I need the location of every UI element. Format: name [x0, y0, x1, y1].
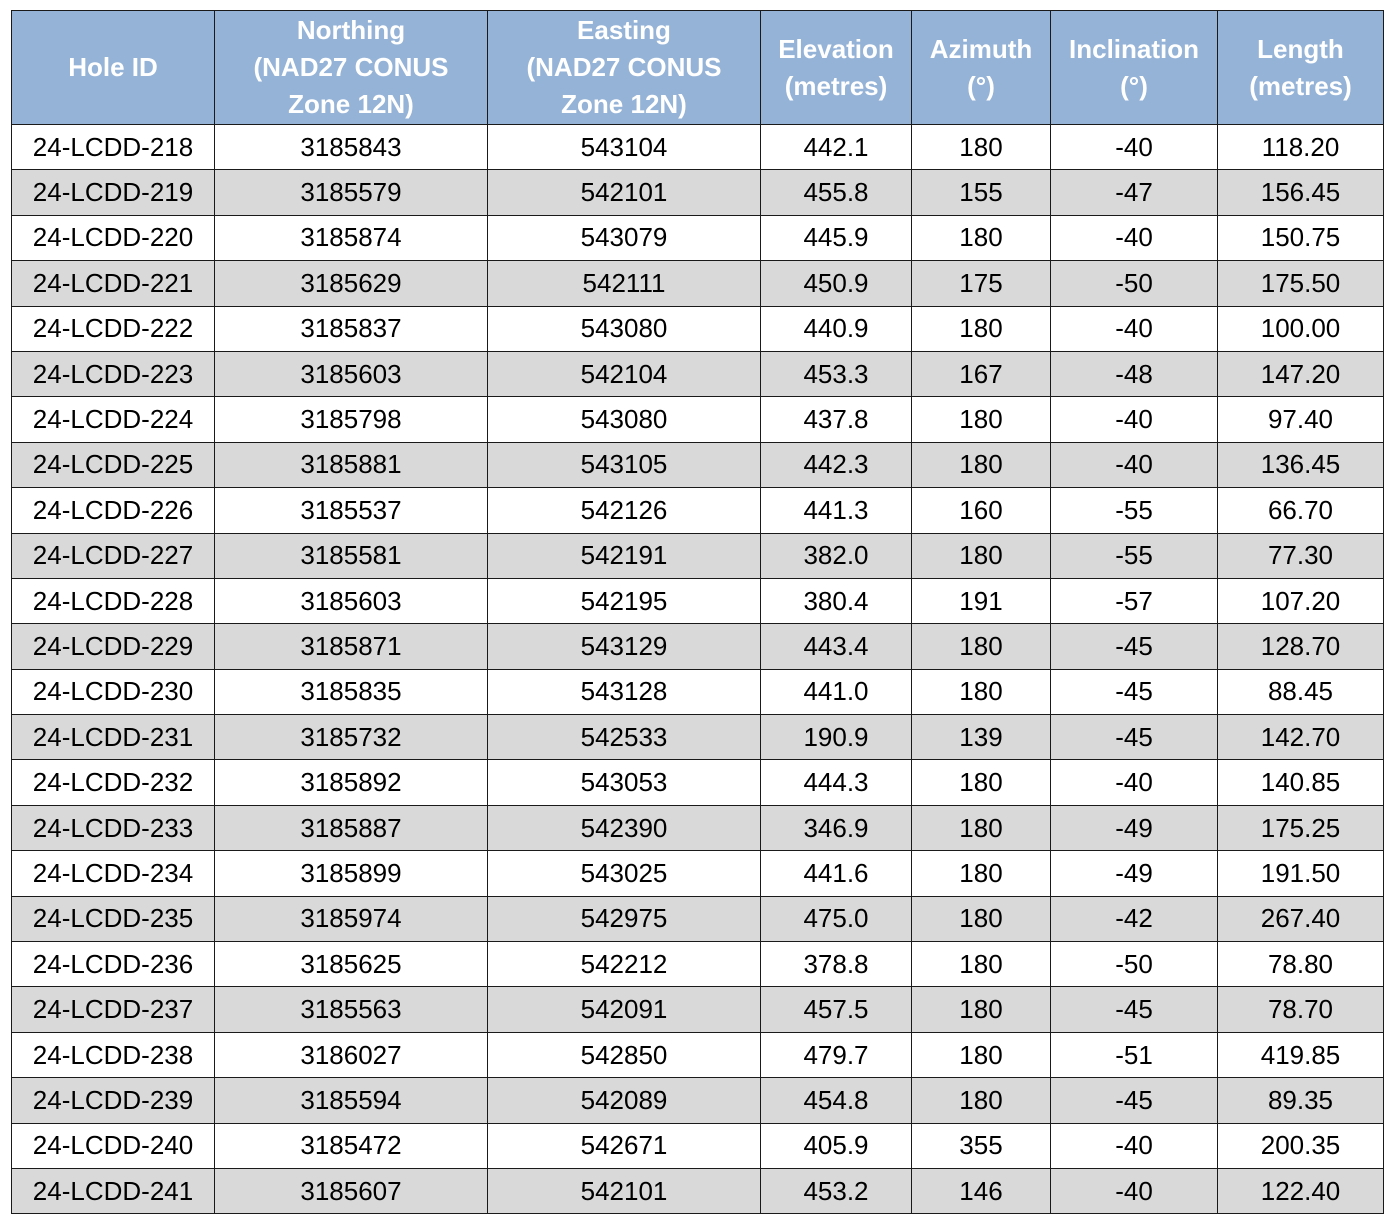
hole-id-cell: 24-LCDD-218: [12, 125, 215, 170]
easting-cell: 543025: [488, 851, 761, 896]
inclination-header: [1051, 11, 1218, 125]
northing-cell: 3185871: [215, 624, 488, 669]
hole-id-cell: 24-LCDD-238: [12, 1032, 215, 1077]
northing-cell: 3185881: [215, 442, 488, 487]
table-row: [12, 442, 1384, 487]
inclination-cell: -49: [1051, 851, 1218, 896]
table-row: [12, 533, 1384, 578]
length-cell: 122.40: [1218, 1168, 1384, 1213]
hole-id-cell: 24-LCDD-236: [12, 942, 215, 987]
length-cell: 200.35: [1218, 1123, 1384, 1168]
hole-id-cell: 24-LCDD-240: [12, 1123, 215, 1168]
easting-cell: 542533: [488, 715, 761, 760]
table-body: [12, 125, 1384, 1214]
hole-id-cell: 24-LCDD-230: [12, 669, 215, 714]
table-row: [12, 1032, 1384, 1077]
inclination-cell: -45: [1051, 987, 1218, 1032]
table-row: [12, 351, 1384, 396]
table-row: [12, 1078, 1384, 1123]
inclination-cell: -55: [1051, 533, 1218, 578]
elevation-cell: 380.4: [761, 578, 912, 623]
azimuth-cell: 180: [912, 1078, 1051, 1123]
azimuth-cell: 355: [912, 1123, 1051, 1168]
length-cell: 107.20: [1218, 578, 1384, 623]
northing-cell: 3185625: [215, 942, 488, 987]
hole-id-cell: 24-LCDD-232: [12, 760, 215, 805]
azimuth-cell: 180: [912, 760, 1051, 805]
length-cell: 66.70: [1218, 488, 1384, 533]
hole-id-cell: 24-LCDD-222: [12, 306, 215, 351]
elevation-cell: 443.4: [761, 624, 912, 669]
elevation-cell: 441.3: [761, 488, 912, 533]
header-line: Northing: [296, 15, 406, 45]
elevation-cell: 453.2: [761, 1168, 912, 1213]
table-row: [12, 987, 1384, 1032]
hole-id-cell: 24-LCDD-226: [12, 488, 215, 533]
elevation-header: [761, 11, 912, 125]
inclination-cell: -45: [1051, 669, 1218, 714]
header-line: Azimuth: [929, 33, 1033, 64]
header-line: Inclination: [1069, 33, 1199, 64]
hole-id-cell: 24-LCDD-225: [12, 442, 215, 487]
hole-id-header: [12, 11, 215, 125]
easting-cell: 542126: [488, 488, 761, 533]
elevation-cell: 441.0: [761, 669, 912, 714]
northing-cell: 3186027: [215, 1032, 488, 1077]
azimuth-cell: 180: [912, 306, 1051, 351]
inclination-cell: -45: [1051, 624, 1218, 669]
elevation-cell: 442.1: [761, 125, 912, 170]
northing-cell: 3185563: [215, 987, 488, 1032]
easting-cell: 543128: [488, 669, 761, 714]
inclination-cell: -45: [1051, 1078, 1218, 1123]
easting-cell: 543053: [488, 760, 761, 805]
length-cell: 147.20: [1218, 351, 1384, 396]
table-row: [12, 1168, 1384, 1213]
hole-id-cell: 24-LCDD-224: [12, 397, 215, 442]
azimuth-cell: 191: [912, 578, 1051, 623]
azimuth-cell: 180: [912, 1032, 1051, 1077]
azimuth-cell: 180: [912, 125, 1051, 170]
easting-cell: 542111: [488, 261, 761, 306]
length-cell: 156.45: [1218, 170, 1384, 215]
table-row: [12, 1123, 1384, 1168]
header-line: Zone 12N): [288, 89, 414, 119]
header-line: (NAD27 CONUS: [526, 52, 722, 82]
table-header: [12, 11, 1384, 125]
inclination-cell: -50: [1051, 942, 1218, 987]
easting-cell: 542101: [488, 1168, 761, 1213]
hole-id-cell: 24-LCDD-219: [12, 170, 215, 215]
inclination-cell: -40: [1051, 125, 1218, 170]
azimuth-cell: 175: [912, 261, 1051, 306]
hole-id-cell: 24-LCDD-231: [12, 715, 215, 760]
elevation-cell: 346.9: [761, 805, 912, 850]
header-row: [12, 11, 1384, 125]
elevation-cell: 382.0: [761, 533, 912, 578]
easting-cell: 542104: [488, 351, 761, 396]
hole-id-cell: 24-LCDD-223: [12, 351, 215, 396]
header-line: (°): [967, 70, 995, 101]
header-line: Zone 12N): [561, 89, 687, 119]
azimuth-cell: 180: [912, 624, 1051, 669]
length-cell: 419.85: [1218, 1032, 1384, 1077]
elevation-cell: 437.8: [761, 397, 912, 442]
northing-cell: 3185607: [215, 1168, 488, 1213]
northing-cell: 3185472: [215, 1123, 488, 1168]
inclination-cell: -45: [1051, 715, 1218, 760]
northing-cell: 3185603: [215, 351, 488, 396]
inclination-cell: -50: [1051, 261, 1218, 306]
elevation-cell: 378.8: [761, 942, 912, 987]
azimuth-cell: 155: [912, 170, 1051, 215]
header-line: (NAD27 CONUS: [253, 52, 449, 82]
northing-cell: 3185629: [215, 261, 488, 306]
length-cell: 88.45: [1218, 669, 1384, 714]
easting-cell: 542101: [488, 170, 761, 215]
length-cell: 78.70: [1218, 987, 1384, 1032]
easting-cell: 542089: [488, 1078, 761, 1123]
northing-cell: 3185835: [215, 669, 488, 714]
inclination-cell: -47: [1051, 170, 1218, 215]
easting-cell: 542191: [488, 533, 761, 578]
elevation-cell: 479.7: [761, 1032, 912, 1077]
hole-id-cell: 24-LCDD-227: [12, 533, 215, 578]
azimuth-cell: 180: [912, 669, 1051, 714]
elevation-cell: 475.0: [761, 896, 912, 941]
header-line: (°): [1120, 70, 1148, 101]
table-row: [12, 397, 1384, 442]
elevation-cell: 442.3: [761, 442, 912, 487]
northing-cell: 3185594: [215, 1078, 488, 1123]
easting-cell: 543080: [488, 397, 761, 442]
azimuth-cell: 180: [912, 215, 1051, 260]
table-row: [12, 760, 1384, 805]
easting-cell: 542850: [488, 1032, 761, 1077]
hole-id-cell: 24-LCDD-220: [12, 215, 215, 260]
azimuth-cell: 180: [912, 987, 1051, 1032]
elevation-cell: 405.9: [761, 1123, 912, 1168]
inclination-cell: -49: [1051, 805, 1218, 850]
elevation-cell: 450.9: [761, 261, 912, 306]
easting-cell: 543129: [488, 624, 761, 669]
azimuth-cell: 180: [912, 397, 1051, 442]
elevation-cell: 457.5: [761, 987, 912, 1032]
hole-id-cell: 24-LCDD-229: [12, 624, 215, 669]
elevation-cell: 444.3: [761, 760, 912, 805]
length-cell: 191.50: [1218, 851, 1384, 896]
length-cell: 175.50: [1218, 261, 1384, 306]
easting-cell: 543080: [488, 306, 761, 351]
length-cell: 89.35: [1218, 1078, 1384, 1123]
easting-cell: 542212: [488, 942, 761, 987]
length-cell: 78.80: [1218, 942, 1384, 987]
inclination-cell: -55: [1051, 488, 1218, 533]
easting-cell: 543104: [488, 125, 761, 170]
inclination-cell: -40: [1051, 397, 1218, 442]
northing-cell: 3185974: [215, 896, 488, 941]
table-row: [12, 896, 1384, 941]
northing-cell: 3185837: [215, 306, 488, 351]
table-row: [12, 624, 1384, 669]
table-row: [12, 851, 1384, 896]
length-cell: 150.75: [1218, 215, 1384, 260]
table-row: [12, 669, 1384, 714]
easting-cell: 542390: [488, 805, 761, 850]
easting-cell: 542195: [488, 578, 761, 623]
length-cell: 97.40: [1218, 397, 1384, 442]
elevation-cell: 453.3: [761, 351, 912, 396]
table-row: [12, 942, 1384, 987]
hole-id-cell: 24-LCDD-239: [12, 1078, 215, 1123]
inclination-cell: -57: [1051, 578, 1218, 623]
northing-cell: 3185874: [215, 215, 488, 260]
northing-cell: 3185581: [215, 533, 488, 578]
length-header: [1218, 11, 1384, 125]
azimuth-cell: 180: [912, 896, 1051, 941]
inclination-cell: -40: [1051, 1123, 1218, 1168]
azimuth-cell: 146: [912, 1168, 1051, 1213]
table-row: [12, 306, 1384, 351]
header-line: Hole ID: [68, 52, 158, 82]
northing-cell: 3185887: [215, 805, 488, 850]
header-line: (metres): [1249, 70, 1352, 101]
elevation-cell: 454.8: [761, 1078, 912, 1123]
header-line: Length: [1257, 33, 1344, 64]
azimuth-cell: 167: [912, 351, 1051, 396]
length-cell: 267.40: [1218, 896, 1384, 941]
northing-cell: 3185899: [215, 851, 488, 896]
northing-cell: 3185537: [215, 488, 488, 533]
azimuth-cell: 180: [912, 942, 1051, 987]
inclination-cell: -42: [1051, 896, 1218, 941]
elevation-cell: 440.9: [761, 306, 912, 351]
northing-cell: 3185732: [215, 715, 488, 760]
inclination-cell: -40: [1051, 306, 1218, 351]
easting-cell: 543105: [488, 442, 761, 487]
drill-hole-table: [11, 10, 1384, 1214]
elevation-cell: 455.8: [761, 170, 912, 215]
northing-cell: 3185843: [215, 125, 488, 170]
table-row: [12, 215, 1384, 260]
azimuth-cell: 180: [912, 442, 1051, 487]
easting-header: [488, 11, 761, 125]
length-cell: 136.45: [1218, 442, 1384, 487]
header-line: (metres): [784, 70, 888, 101]
elevation-cell: 445.9: [761, 215, 912, 260]
northing-cell: 3185579: [215, 170, 488, 215]
hole-id-cell: 24-LCDD-234: [12, 851, 215, 896]
table-row: [12, 805, 1384, 850]
table-row: [12, 170, 1384, 215]
easting-cell: 542975: [488, 896, 761, 941]
elevation-cell: 441.6: [761, 851, 912, 896]
table-row: [12, 125, 1384, 170]
hole-id-cell: 24-LCDD-221: [12, 261, 215, 306]
azimuth-cell: 180: [912, 805, 1051, 850]
northing-header: [215, 11, 488, 125]
hole-id-cell: 24-LCDD-237: [12, 987, 215, 1032]
azimuth-cell: 139: [912, 715, 1051, 760]
inclination-cell: -48: [1051, 351, 1218, 396]
length-cell: 142.70: [1218, 715, 1384, 760]
table-row: [12, 578, 1384, 623]
azimuth-cell: 160: [912, 488, 1051, 533]
inclination-cell: -40: [1051, 442, 1218, 487]
inclination-cell: -40: [1051, 1168, 1218, 1213]
length-cell: 128.70: [1218, 624, 1384, 669]
table-row: [12, 261, 1384, 306]
azimuth-cell: 180: [912, 533, 1051, 578]
easting-cell: 542671: [488, 1123, 761, 1168]
azimuth-header: [912, 11, 1051, 125]
hole-id-cell: 24-LCDD-235: [12, 896, 215, 941]
inclination-cell: -40: [1051, 215, 1218, 260]
header-line: Elevation: [778, 33, 894, 64]
length-cell: 118.20: [1218, 125, 1384, 170]
length-cell: 77.30: [1218, 533, 1384, 578]
hole-id-cell: 24-LCDD-241: [12, 1168, 215, 1213]
easting-cell: 543079: [488, 215, 761, 260]
length-cell: 175.25: [1218, 805, 1384, 850]
table-row: [12, 488, 1384, 533]
northing-cell: 3185892: [215, 760, 488, 805]
length-cell: 140.85: [1218, 760, 1384, 805]
northing-cell: 3185798: [215, 397, 488, 442]
elevation-cell: 190.9: [761, 715, 912, 760]
hole-id-cell: 24-LCDD-228: [12, 578, 215, 623]
azimuth-cell: 180: [912, 851, 1051, 896]
header-line: Easting: [577, 15, 671, 45]
inclination-cell: -51: [1051, 1032, 1218, 1077]
hole-id-cell: 24-LCDD-233: [12, 805, 215, 850]
table-row: [12, 715, 1384, 760]
length-cell: 100.00: [1218, 306, 1384, 351]
northing-cell: 3185603: [215, 578, 488, 623]
inclination-cell: -40: [1051, 760, 1218, 805]
easting-cell: 542091: [488, 987, 761, 1032]
